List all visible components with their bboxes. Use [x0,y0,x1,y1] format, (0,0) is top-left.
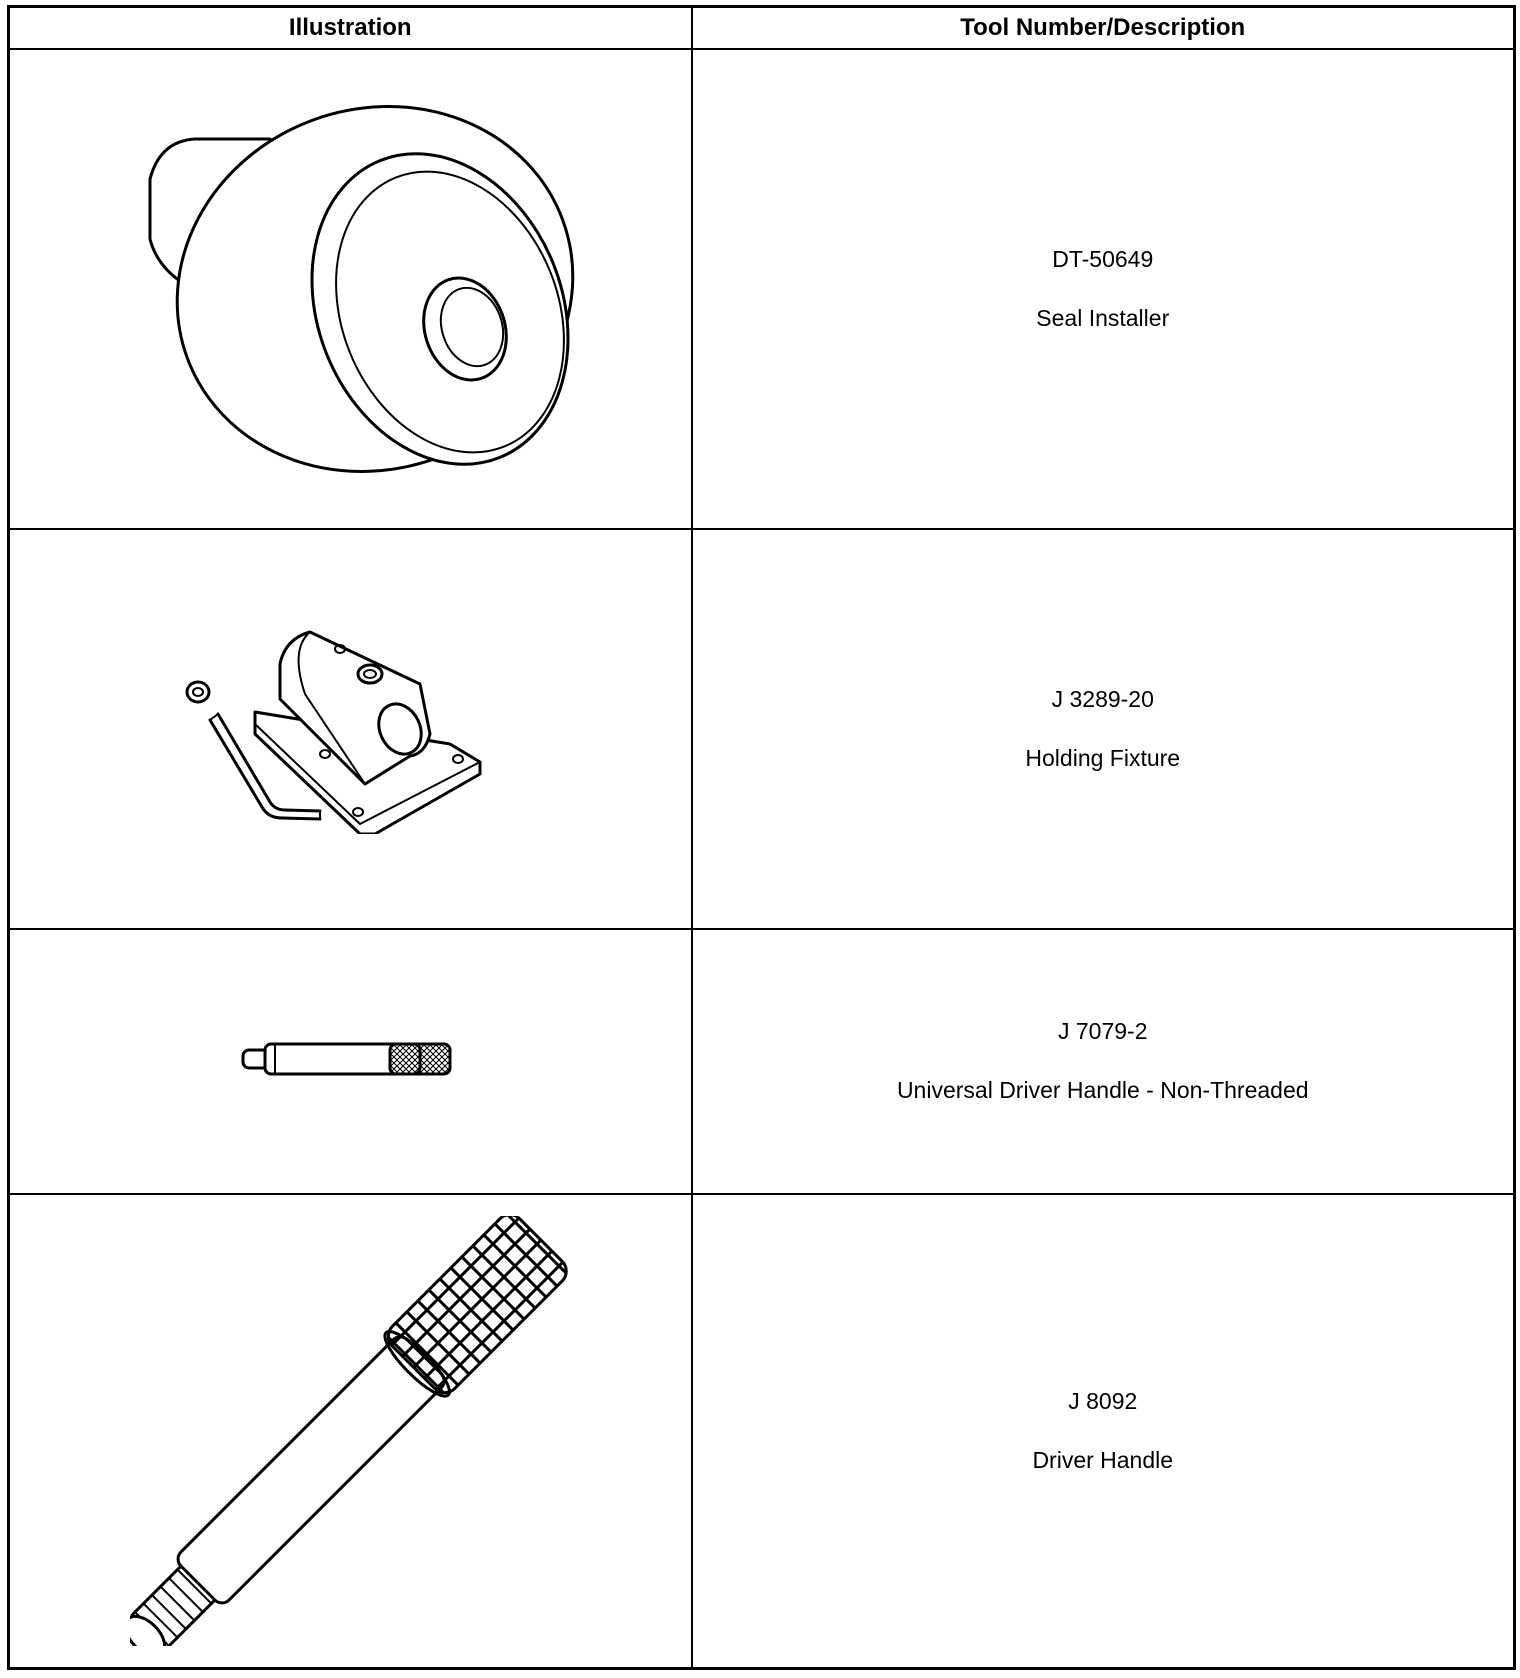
tool-number: DT-50649 [1052,245,1154,272]
holding-fixture-icon [180,624,520,834]
tool-description: Seal Installer [1036,304,1170,331]
illustration-cell [9,1194,692,1669]
illustration-cell [9,529,692,929]
tool-description: Holding Fixture [1025,744,1181,771]
driver-handle-icon [130,1216,570,1646]
table-row [9,1194,1515,1669]
table-row [9,49,1515,529]
tool-description: Universal Driver Handle - Non-Threaded [896,1077,1309,1103]
tool-description: Driver Handle [1032,1446,1174,1473]
seal-installer-icon [120,79,580,499]
table-row [9,529,1515,929]
table-row [9,929,1515,1194]
universal-driver-handle-icon [235,1036,465,1086]
illustration-cell [9,929,692,1194]
tool-description-cell [692,49,1515,529]
illustration-cell [9,49,692,529]
tool-description-cell [692,929,1515,1194]
tool-number: J 7079-2 [1057,1018,1148,1044]
tool-description-cell [692,1194,1515,1669]
illustration-column-header: Illustration [9,7,692,49]
header-row [9,7,1515,49]
tool-column-header: Tool Number/Description [692,7,1515,49]
tool-description-cell [692,529,1515,929]
tool-number: J 3289-20 [1051,685,1154,712]
special-tools-table [7,5,1516,1670]
tool-number: J 8092 [1068,1387,1138,1414]
